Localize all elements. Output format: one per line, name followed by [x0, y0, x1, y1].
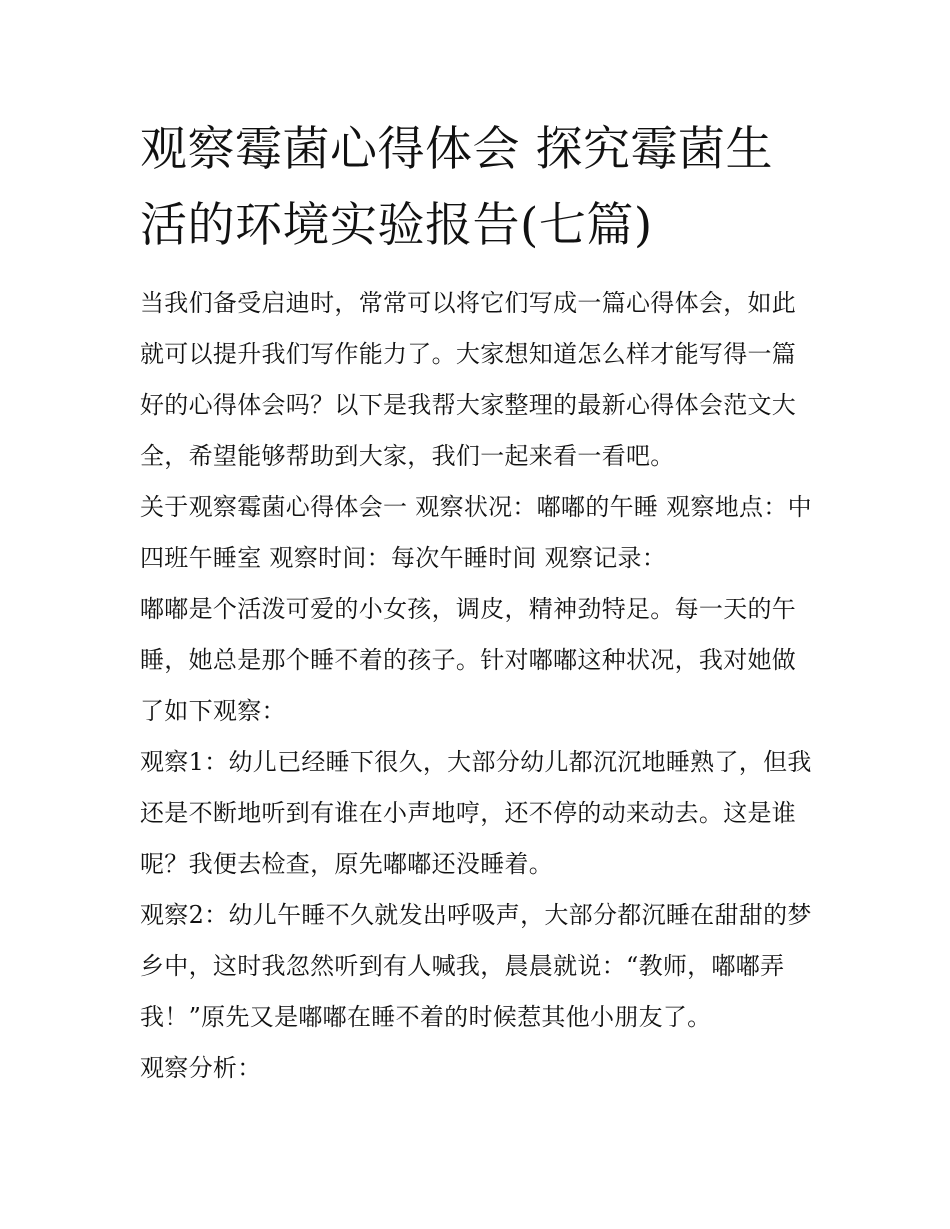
intro-paragraph: 当我们备受启迪时，常常可以将它们写成一篇心得体会，如此就可以提升我们写作能力了。大家想知道怎么样才能写得一篇好的心得体会吗？以下是我帮大家整理的最新心得体会范文大全，希望能够帮助到大家，我们一起来看一看吧。 — [140, 289, 797, 470]
document-body — [140, 278, 820, 1094]
document-title: 观察霉菌心得体会 探究霉菌生活的环境实验报告(七篇) — [140, 122, 773, 253]
observation-record-paragraph: 嘟嘟是个活泼可爱的小女孩，调皮，精神劲特足。每一天的午睡，她总是那个睡不着的孩子。针对嘟嘟这种状况，我对她做了如下观察： — [140, 595, 797, 725]
observation-analysis-heading: 观察分析： — [140, 1054, 262, 1082]
observation-2-paragraph: 观察2：幼儿午睡不久就发出呼吸声，大部分都沉睡在甜甜的梦乡中，这时我忽然听到有人喊我，晨晨就说：“教师，嘟嘟弄我！”原先又是嘟嘟在睡不着的时候惹其他小朋友了。 — [140, 901, 812, 1031]
observation-info-paragraph: 关于观察霉菌心得体会一 观察状况：嘟嘟的午睡 观察地点：中四班午睡室 观察时间：每次午睡时间 观察记录： — [140, 493, 812, 572]
observation-1-paragraph: 观察1：幼儿已经睡下很久，大部分幼儿都沉沉地睡熟了，但我还是不断地听到有谁在小声地哼，还不停的动来动去。这是谁呢？我便去检查，原先嘟嘟还没睡着。 — [140, 748, 812, 878]
